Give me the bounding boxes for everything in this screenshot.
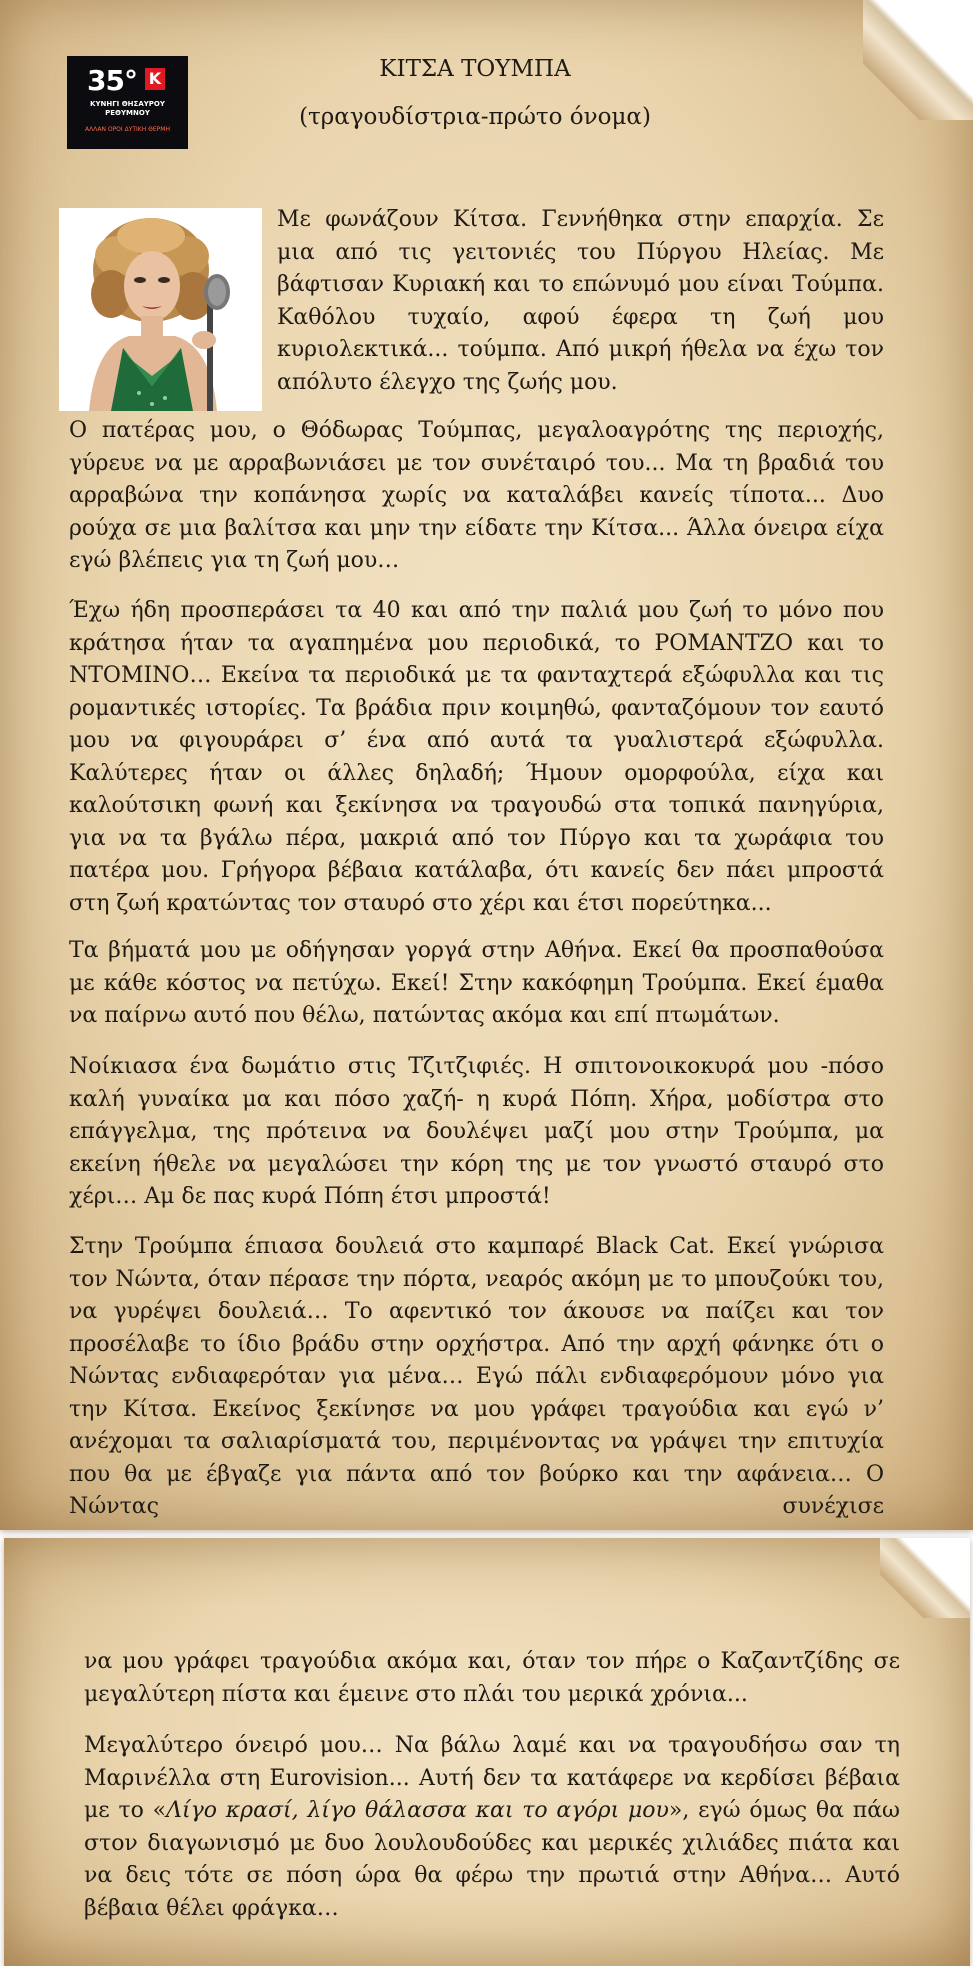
logo-sponsors: ΑΛΛΑΝ ΟΡΟΙ ΔΥΤΙΚΗ ΘΕΡΜΗ bbox=[85, 126, 170, 133]
paragraph-eurovision: Μεγαλύτερο όνειρό μου… Να βάλω λαμέ και να τραγουδήσω σαν τη Μαρινέλλα στη Eurovision... Αυτή δεν τα κατάφερε να κερδίσει βέβαια με το «Λίγο κρασί, λίγο θάλασσα και το αγόρι μου», εγώ όμως θα πάω στον διαγωνισμό με δυο λουλουδούδες και μερικές χιλιάδες πιάτα και να δεις τότε σε πόση ώρα θα φέρω την πρωτιά στην Αθήνα… Αυτό βέβαια θέλει φράγκα… bbox=[84, 1733, 900, 1921]
song-title: Λίγο κρασί, λίγο θάλασσα και το αγόρι μου bbox=[166, 1798, 669, 1823]
logo-caption: ΚΥΝΗΓΙ ΘΗΣΑΥΡΟΥ ΡΕΘΥΜΝΟΥ bbox=[90, 100, 165, 117]
paragraph-father: Ο πατέρας μου, ο Θόδωρας Τούμπας, μεγαλοαγρότης της περιοχής, γύρευε να με αρραβωνιάσει με τον συνέταιρό του... Μα τη βραδιά του αρραβώνα την κοπάνησα χωρίς να καταλάβει κανείς τίποτα... Δυο ρούχα σε μια βαλίτσα και μην την είδατε την Κίτσα... Άλλα όνειρα είχα εγώ βλέπεις για τη ζωή μου… bbox=[69, 418, 884, 573]
singer-portrait-illustration bbox=[59, 208, 262, 411]
logo-number: 35° bbox=[87, 64, 137, 97]
page-subtitle: (τραγουδίστρια-πρώτο όνομα) bbox=[299, 104, 651, 130]
paragraph-continued: να μου γράφει τραγούδια ακόμα και, όταν τον πήρε ο Καζαντζίδης σε μεγαλύτερη πίστα και έμεινε στο πλάι του μερικά χρόνια... bbox=[84, 1649, 900, 1707]
paragraph-landlady: Νοίκιασα ένα δωμάτιο στις Τζιτζιφιές. Η σπιτονοικοκυρά μου -πόσο καλή γυναίκα μα και πόσο χαζή- η κυρά Πόπη. Χήρα, μοδίστρα στο επάγγελμα, της πρότεινα να δουλέψει μαζί μου στην Τρούμπα, μα εκείνη ήθελε να μεγαλώσει την κόρη της με τον γνωστό σταυρό στο χέρι… Αμ δε πας κυρά Πόπη έτσι μπροστά! bbox=[69, 1054, 884, 1209]
singer-portrait-icon bbox=[59, 208, 262, 411]
paragraph-cabaret: Στην Τρούμπα έπιασα δουλειά στο καμπαρέ Black Cat. Εκεί γνώρισα τον Νώντα, όταν πέρασε την πόρτα, νεαρός ακόμη με το μπουζούκι του, να γυρέψει δουλειά… Το αφεντικό τον άκουσε να παίζει και τον προσέλαβε το ίδιο βράδυ στην ορχήστρα. Από την αρχή φάνηκε ότι ο Νώντας ενδιαφερόταν για μένα… Εγώ πάλι ενδιαφερόμουν μόνο για την Κίτσα. Εκείνος ξεκίνησε να μου γράφει τραγούδια και εγώ ν’ ανέχομαι τα σαλιαρίσματά του, περιμένοντας να γράψει την επιτυχία που θα με έβγαζε για πάντα από τον βούρκο και την αφάνεια… Ο Νώντας συνέχισε bbox=[69, 1234, 884, 1519]
paragraph-magazines: Έχω ήδη προσπεράσει τα 40 και από την παλιά μου ζωή το μόνο που κράτησα ήταν τα αγαπημένα μου περιοδικά, το ΡΟΜΑΝΤΖΟ και το ΝΤΟΜΙΝΟ… Εκείνα τα περιοδικά με τα φανταχτερά εξώφυλλα και τις ρομαντικές ιστορίες. Τα βράδια πριν κοιμηθώ, φανταζόμουν τον εαυτό μου να φιγουράρει σ’ ένα από αυτά τα γυαλιστερά εξώφυλλα. Καλύτερες ήταν οι άλλες δηλαδή; Ήμουν ομορφούλα, είχα και καλούτσικη φωνή και ξεκίνησα να τραγουδώ στα τοπικά πανηγύρια, για να τα βγάλω πέρα, μακριά από τον Πύργο και τα χωράφια του πατέρα μου. Γρήγορα βέβαια κατάλαβα, ότι κανείς δεν πάει μπροστά στη ζωή κρατώντας τον σταυρό στο χέρι και έτσι πορεύτηκα... bbox=[69, 598, 884, 916]
paragraph-intro: Με φωνάζουν Κίτσα. Γεννήθηκα στην επαρχία. Σε μια από τις γειτονιές του Πύργου Ηλείας. Με βάφτισαν Κυριακή και το επώνυμό μου είναι Τούμπα. Καθόλου τυχαίο, αφού έφερα τη ζωή μου κυριολεκτικά... τούμπα. Από μικρή ήθελα να έχω τον απόλυτο έλεγχο της ζωής μου. bbox=[277, 207, 884, 395]
paragraph-athens: Τα βήματά μου με οδήγησαν γοργά στην Αθήνα. Εκεί θα προσπαθούσα με κάθε κόστος να πετύχω. Εκεί! Στην κακόφημη Τρούμπα. Εκεί έμαθα να παίρνω αυτό που θέλω, πατώντας ακόμα και επί πτωμάτων. bbox=[69, 938, 884, 1028]
page-curl bbox=[880, 1538, 970, 1618]
event-logo bbox=[67, 56, 188, 149]
logo-letter: Κ bbox=[145, 68, 165, 90]
page-curl bbox=[863, 0, 973, 120]
page-title: ΚΙΤΣΑ ΤΟΥΜΠΑ bbox=[379, 56, 571, 82]
